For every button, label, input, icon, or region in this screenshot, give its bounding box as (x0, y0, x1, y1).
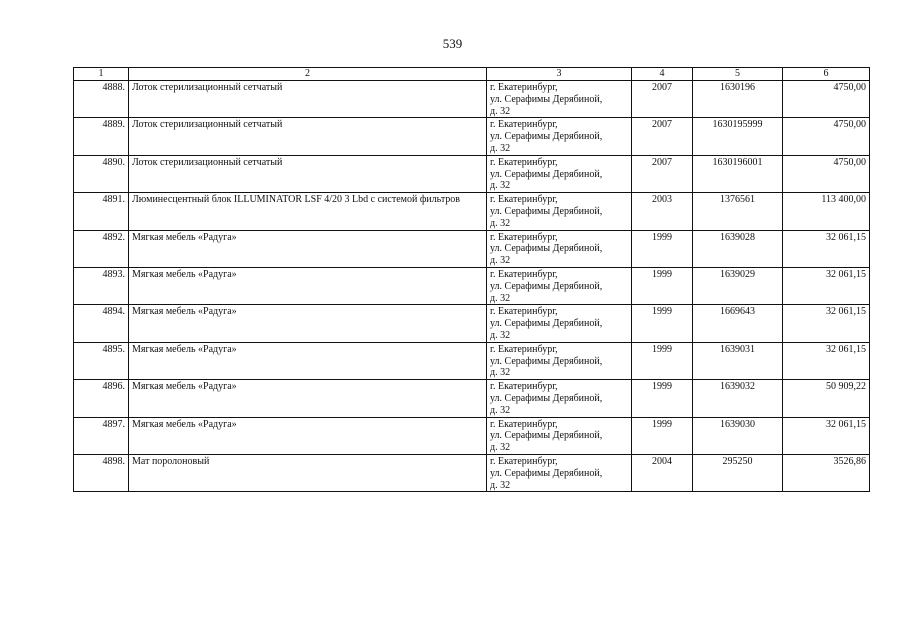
cost-cell: 32 061,15 (783, 267, 870, 304)
table-row (74, 193, 870, 230)
address-line: ул. Серафимы Дерябиной, (490, 205, 603, 217)
address-line: г. Екатеринбург, (490, 268, 558, 280)
address-line: д. 32 (490, 217, 511, 229)
address-cell (487, 230, 632, 267)
year-cell: 2007 (632, 118, 693, 155)
table-row (74, 155, 870, 192)
address-line: ул. Серафимы Дерябиной, (490, 131, 603, 143)
year-cell: 1999 (632, 417, 693, 454)
item-name-cell: Лоток стерилизационный сетчатый (129, 155, 487, 192)
cost-cell: 4750,00 (783, 155, 870, 192)
cost-cell: 32 061,15 (783, 305, 870, 342)
inventory-number-cell: 1630195999 (693, 118, 783, 155)
column-header: 6 (783, 68, 870, 81)
address-cell (487, 454, 632, 491)
cost-cell: 4750,00 (783, 81, 870, 118)
address-line: г. Екатеринбург, (490, 418, 558, 430)
row-number-cell: 4894. (74, 305, 129, 342)
inventory-number-cell: 1630196001 (693, 155, 783, 192)
row-number-cell: 4890. (74, 155, 129, 192)
item-name-cell: Мягкая мебель «Радуга» (129, 380, 487, 417)
address-line: ул. Серафимы Дерябиной, (490, 243, 603, 255)
address-line: ул. Серафимы Дерябиной, (490, 318, 603, 330)
address-line: д. 32 (490, 292, 511, 304)
address-line: д. 32 (490, 442, 511, 454)
address-line: д. 32 (490, 479, 511, 491)
table-row (74, 118, 870, 155)
year-cell: 2007 (632, 81, 693, 118)
address-line: д. 32 (490, 404, 511, 416)
column-header: 1 (74, 68, 129, 81)
address-cell (487, 193, 632, 230)
cost-cell: 32 061,15 (783, 342, 870, 379)
address-line: д. 32 (490, 142, 511, 154)
year-cell: 1999 (632, 230, 693, 267)
column-header: 5 (693, 68, 783, 81)
table-row (74, 81, 870, 118)
address-line: ул. Серафимы Дерябиной, (490, 392, 603, 404)
table-row (74, 454, 870, 491)
year-cell: 2004 (632, 454, 693, 491)
address-line: г. Екатеринбург, (490, 381, 558, 393)
address-line: ул. Серафимы Дерябиной, (490, 168, 603, 180)
address-cell (487, 118, 632, 155)
year-cell: 1999 (632, 305, 693, 342)
address-line: г. Екатеринбург, (490, 194, 558, 206)
item-name-cell: Мягкая мебель «Радуга» (129, 267, 487, 304)
inventory-number-cell: 1639029 (693, 267, 783, 304)
cost-cell: 4750,00 (783, 118, 870, 155)
address-line: д. 32 (490, 105, 511, 117)
address-cell (487, 417, 632, 454)
address-cell (487, 305, 632, 342)
row-number-cell: 4893. (74, 267, 129, 304)
address-line: ул. Серафимы Дерябиной, (490, 280, 603, 292)
inventory-number-cell: 1630196 (693, 81, 783, 118)
address-line: д. 32 (490, 367, 511, 379)
address-line: г. Екатеринбург, (490, 231, 558, 243)
address-line: ул. Серафимы Дерябиной, (490, 93, 603, 105)
address-line: г. Екатеринбург, (490, 119, 558, 131)
address-cell (487, 155, 632, 192)
item-name-cell: Лоток стерилизационный сетчатый (129, 81, 487, 118)
address-line: д. 32 (490, 255, 511, 267)
address-line: г. Екатеринбург, (490, 82, 558, 93)
column-header: 3 (487, 68, 632, 81)
table-header-row (74, 68, 870, 81)
cost-cell: 3526,86 (783, 454, 870, 491)
row-number-cell: 4895. (74, 342, 129, 379)
address-line: ул. Серафимы Дерябиной, (490, 355, 603, 367)
address-cell (487, 380, 632, 417)
year-cell: 2007 (632, 155, 693, 192)
page-number: 539 (442, 36, 463, 51)
table-body (74, 81, 870, 492)
item-name-cell: Мат поролоновый (129, 454, 487, 491)
address-line: г. Екатеринбург, (490, 156, 558, 168)
year-cell: 1999 (632, 380, 693, 417)
inventory-number-cell: 295250 (693, 454, 783, 491)
row-number-cell: 4898. (74, 454, 129, 491)
row-number-cell: 4888. (74, 81, 129, 118)
table-row (74, 230, 870, 267)
item-name-cell: Лоток стерилизационный сетчатый (129, 118, 487, 155)
item-name-cell: Мягкая мебель «Радуга» (129, 342, 487, 379)
address-cell (487, 342, 632, 379)
table-row (74, 305, 870, 342)
inventory-number-cell: 1639032 (693, 380, 783, 417)
table-row (74, 342, 870, 379)
address-line: д. 32 (490, 329, 511, 341)
cost-cell: 32 061,15 (783, 417, 870, 454)
address-line: г. Екатеринбург, (490, 455, 558, 467)
inventory-number-cell: 1639028 (693, 230, 783, 267)
row-number-cell: 4896. (74, 380, 129, 417)
row-number-cell: 4897. (74, 417, 129, 454)
address-line: ул. Серафимы Дерябиной, (490, 430, 603, 442)
row-number-cell: 4892. (74, 230, 129, 267)
inventory-number-cell: 1669643 (693, 305, 783, 342)
table-row (74, 267, 870, 304)
item-name-cell: Мягкая мебель «Радуга» (129, 230, 487, 267)
property-table (73, 67, 870, 492)
address-line: д. 32 (490, 180, 511, 192)
year-cell: 1999 (632, 267, 693, 304)
cost-cell: 32 061,15 (783, 230, 870, 267)
column-header: 2 (129, 68, 487, 81)
address-cell (487, 267, 632, 304)
inventory-number-cell: 1639030 (693, 417, 783, 454)
row-number-cell: 4891. (74, 193, 129, 230)
inventory-number-cell: 1639031 (693, 342, 783, 379)
table-row (74, 417, 870, 454)
column-header: 4 (632, 68, 693, 81)
address-line: г. Екатеринбург, (490, 343, 558, 355)
item-name-cell: Мягкая мебель «Радуга» (129, 305, 487, 342)
table-row (74, 380, 870, 417)
row-number-cell: 4889. (74, 118, 129, 155)
year-cell: 2003 (632, 193, 693, 230)
cost-cell: 113 400,00 (783, 193, 870, 230)
item-name-cell: Люминесцентный блок ILLUMINATOR LSF 4/20 3 Lbd с системой фильтров (129, 193, 487, 230)
address-cell (487, 81, 632, 118)
year-cell: 1999 (632, 342, 693, 379)
item-name-cell: Мягкая мебель «Радуга» (129, 417, 487, 454)
inventory-number-cell: 1376561 (693, 193, 783, 230)
address-line: ул. Серафимы Дерябиной, (490, 467, 603, 479)
cost-cell: 50 909,22 (783, 380, 870, 417)
address-line: г. Екатеринбург, (490, 306, 558, 318)
